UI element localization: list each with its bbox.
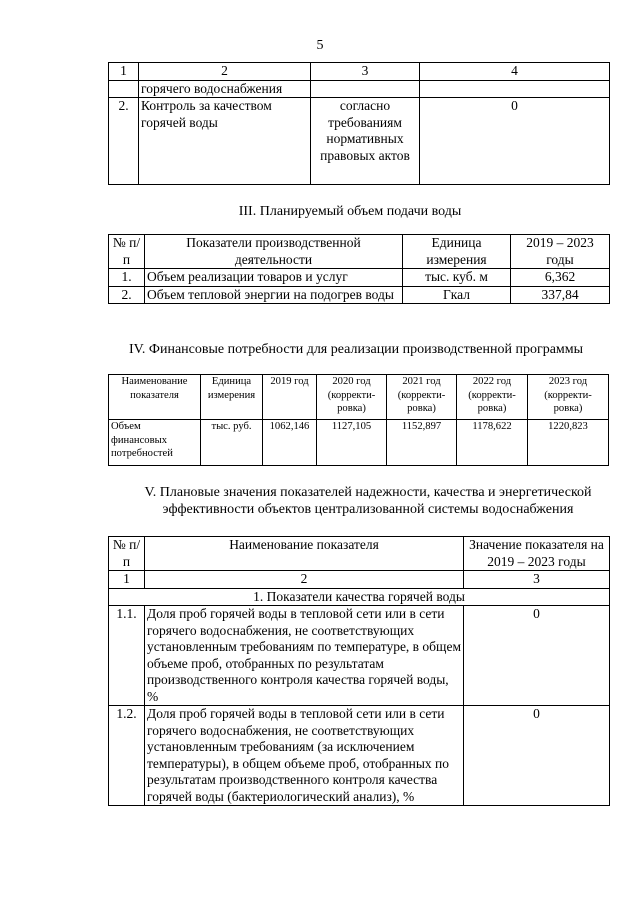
- cell-value: 337,84: [511, 286, 610, 304]
- table-header-row: [109, 375, 609, 420]
- column-number: 4: [420, 63, 610, 81]
- section-title: III. Планируемый объем подачи воды: [238, 204, 462, 219]
- cell-num: 1.: [109, 269, 145, 287]
- table-financial-needs: [108, 374, 609, 466]
- cell-num: 2.: [109, 98, 139, 185]
- cell-unit: тыс. руб.: [201, 420, 263, 466]
- table-group-row: [109, 588, 610, 606]
- table-row: [109, 286, 610, 304]
- column-number: 3: [464, 571, 610, 589]
- cell-value: 1062,146: [263, 420, 317, 466]
- section-title: V. Плановые значения показателей надежности, качества и энергетической эффективности объектов централизованной системы водоснабжения: [144, 485, 592, 517]
- cell-value: 0: [464, 706, 610, 806]
- table-row: [109, 80, 610, 98]
- table-row: [109, 420, 609, 466]
- table-row: [109, 98, 610, 185]
- cell-name: горячего водоснабжения: [139, 80, 311, 98]
- column-number: 1: [109, 571, 145, 589]
- cell-num: 2.: [109, 286, 145, 304]
- column-number: 2: [145, 571, 464, 589]
- column-number: 2: [139, 63, 311, 81]
- table-colnum-row: [109, 571, 610, 589]
- table-header-row: [109, 63, 610, 81]
- page-number: 5: [316, 38, 324, 53]
- cell-name: Объем финансовых потребностей: [109, 420, 201, 466]
- cell-value: 6,362: [511, 269, 610, 287]
- cell-value: 1220,823: [528, 420, 609, 466]
- column-number: 3: [311, 63, 420, 81]
- header-value: Значение показателя на 2019 – 2023 годы: [464, 537, 610, 571]
- table-row: [109, 606, 610, 706]
- table-water-supply: [108, 234, 610, 304]
- header-unit: Единица измерения: [403, 235, 511, 269]
- column-number: 1: [109, 63, 139, 81]
- cell-value: 0: [464, 606, 610, 706]
- header-num: № п/п: [109, 537, 145, 571]
- section-title: IV. Финансовые потребности для реализации производственной программы: [128, 342, 584, 357]
- header-indicator: Показатели производственной деятельности: [145, 235, 403, 269]
- cell-num: 1.1.: [109, 606, 145, 706]
- cell-basis: согласно требованиям нормативных правовых актов: [311, 98, 420, 185]
- header-num: № п/п: [109, 235, 145, 269]
- table-quality-indicators: [108, 536, 610, 806]
- table-header-row: [109, 537, 610, 571]
- cell-value: 1178,622: [457, 420, 528, 466]
- header-period: 2019 – 2023 годы: [511, 235, 610, 269]
- cell-name: Доля проб горячей воды в тепловой сети или в сети горячего водоснабжения, не соответствующих установленным требованиям по температуре, в общем объеме проб, отобранных по результатам производственного контроля качества горячей воды, %: [145, 606, 464, 706]
- cell-num: 1.2.: [109, 706, 145, 806]
- header-year: 2022 год (корректи-ровка): [457, 375, 528, 420]
- table-row: [109, 706, 610, 806]
- table-row: [109, 269, 610, 287]
- group-title: 1. Показатели качества горячей воды: [109, 588, 610, 606]
- header-year: 2021 год (корректи-ровка): [387, 375, 457, 420]
- cell-value: 1127,105: [317, 420, 387, 466]
- cell-name: Объем тепловой энергии на подогрев воды: [145, 286, 403, 304]
- header-year: 2020 год (корректи-ровка): [317, 375, 387, 420]
- table-continuation: [108, 62, 610, 185]
- cell-unit: тыс. куб. м: [403, 269, 511, 287]
- cell-unit: Гкал: [403, 286, 511, 304]
- table-header-row: [109, 235, 610, 269]
- cell-name: Контроль за качеством горячей воды: [139, 98, 311, 185]
- header-year: 2023 год (корректи-ровка): [528, 375, 609, 420]
- header-unit: Единица измерения: [201, 375, 263, 420]
- cell-name: Доля проб горячей воды в тепловой сети или в сети горячего водоснабжения, не соответствующих установленным требованиям (за исключением температуры), в общем объеме проб, отобранных по результатам производственного контроля качества горячей воды (бактериологический анализ), %: [145, 706, 464, 806]
- header-name: Наименование показателя: [109, 375, 201, 420]
- cell-name: Объем реализации товаров и услуг: [145, 269, 403, 287]
- cell-value: 0: [420, 98, 610, 185]
- cell-value: 1152,897: [387, 420, 457, 466]
- header-indicator: Наименование показателя: [145, 537, 464, 571]
- header-year: 2019 год: [263, 375, 317, 420]
